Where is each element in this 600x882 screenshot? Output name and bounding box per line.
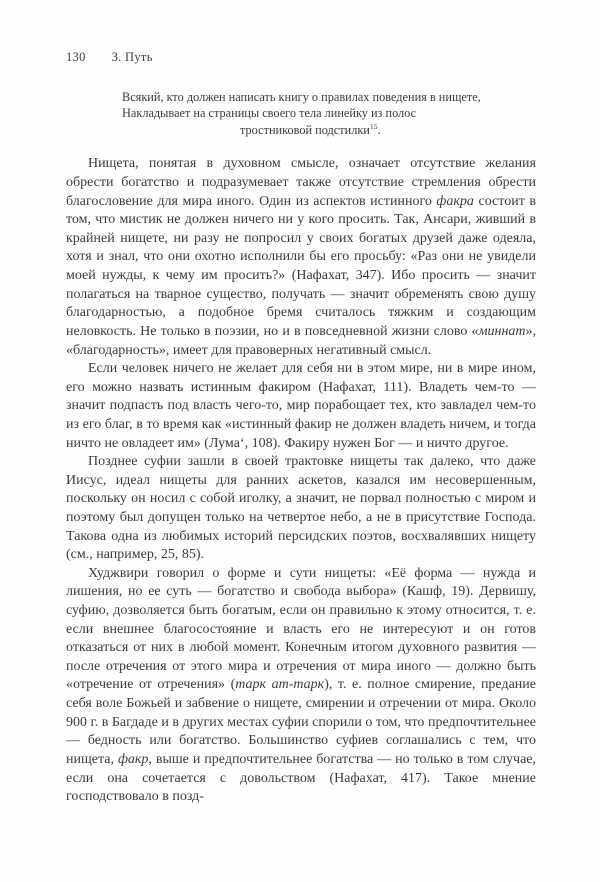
footnote-marker: 15 <box>369 121 378 131</box>
epigraph-line: Всякий, кто должен написать книгу о правилах поведения в нищете, <box>122 90 481 104</box>
running-head <box>66 50 536 65</box>
paragraph: Позднее суфии зашли в своей трактовке нищеты так далеко, что даже Иисус, идеал нищеты для ранних аскетов, казался им несовершенным, поскольку он носил с собой иголку, а значит, не порвал полностью с миром и поэтому был допущен только на четвертое небо, а не в присутствие Господа. Такова одна из любимых историй персидских поэтов, восхвалявших нищету (см., например, 25, 85). <box>66 454 536 563</box>
paragraph: Если человек ничего не желает для себя ни в этом мире, ни в мире ином, его можно назвать истинным факиром (Нафахат, 111). Владеть чем-то — значит подпасть под власть чего-то, мир порабощает тех, кто завладел чем-то из его благ, в то время как «истинный факир не должен владеть ничем, и тогда ничто не овладеет им» (Лума‘, 108). Факиру нужен Бог — и ничто другое. <box>66 361 536 451</box>
paragraph: Нищета, понятая в духовном смысле, означает отсутствие желания обрести богатство и подразумевает также отсутствие стремления обрести благословение для мира иного. Один из аспектов истинного факра состоит в том, что мистик не должен ничего ни у кого просить. Так, Ансари, живший в крайней нищете, ни разу не попросил у своих богатых друзей даже одеяла, хотя и знал, что они охотно исполнили бы его просьбу: «Раз они не увидели моей нужды, к чему им просить?» (Нафахат, 347). Ибо просить — значит полагаться на тварное существо, получать — значит обременять свою душу благодарностью, а подобное бремя считалось тяжким и создающим неловкость. Не только в поэзии, но и в повседневной жизни слово «миннат», «благодарность», имеет для правоверных негативный смысл. <box>66 156 536 358</box>
epigraph-line: тростниковой подстилки$^{15}$. <box>240 121 381 137</box>
epigraph-line: Накладывает на страницы своего тела линейку из полос <box>122 106 417 121</box>
page-number: 130 <box>66 50 86 64</box>
body-text <box>66 155 536 806</box>
paragraph: Худжвири говорил о форме и сути нищеты: «Её форма — нужда и лишения, но ее суть — богатство и свобода выбора» (Кашф, 19). Дервишу, суфию, дозволяется быть богатым, если он правильно к этому относится, т. е. если внешнее благосостояние и власть его не интересуют и он готов отказаться от них в любой момент. Конечным итогом духовного развития — после отречения от этого мира и отречения от мира иного — должно быть «отречение от отречения» (тарк ат-тарк), т. е. полное смирение, предание себя воле Божьей и забвение о нищете, смирении и отречении от мира. Около 900 г. в Багдаде и в других местах суфии спорили о том, что предпочтительнее — бедность или богатство. Большинство суфиев соглашались с тем, что нищета, факр, выше и предпочтительнее богатства — но только в том случае, если она сочетается с довольством (Нафахат, 417). Такое мнение господствовало в позд- <box>66 565 536 805</box>
chapter-title: 3. Путь <box>111 50 153 64</box>
epigraph <box>66 89 536 138</box>
